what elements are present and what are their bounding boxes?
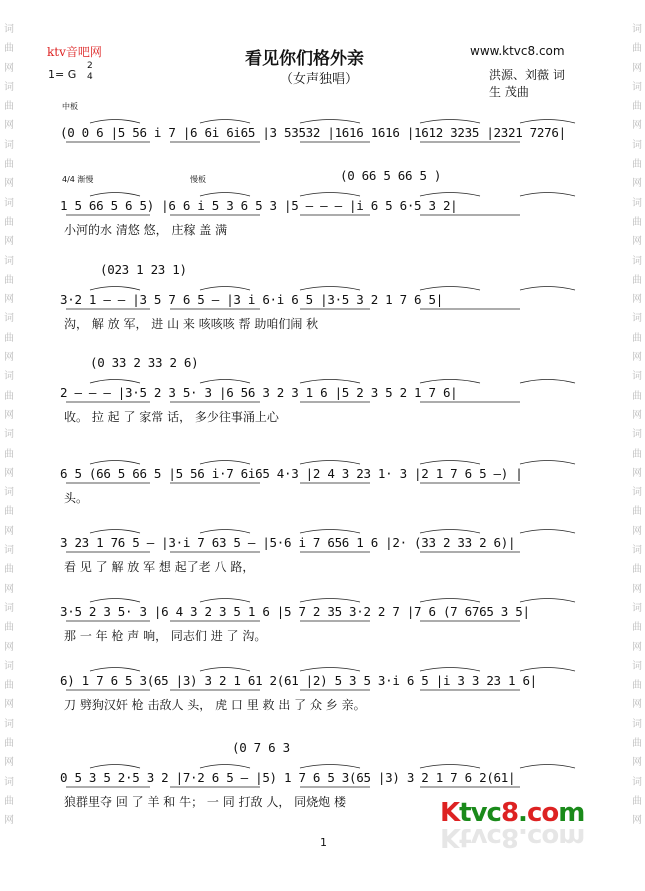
side-glyph: 词 — [632, 313, 642, 325]
lyrics-line: 沟， 解 放 军， 进 山 来 咳咳咳 帮 助咱们闹 秋 — [64, 317, 319, 331]
key-signature: 1= G — [48, 68, 77, 81]
slur-mark — [200, 765, 250, 769]
side-glyph: 曲 — [632, 506, 642, 518]
side-glyph: 曲 — [4, 159, 14, 171]
slur-mark — [200, 668, 250, 672]
side-glyph: 网 — [4, 236, 14, 248]
slur-mark — [200, 120, 250, 124]
lyrics-line: 刀 劈狗汉奸 枪 击敌人 头， 虎 口 里 救 出 了 众 乡 亲。 — [64, 698, 366, 712]
slur-mark — [90, 287, 140, 291]
side-glyph: 网 — [4, 699, 14, 711]
side-glyph: 网 — [4, 352, 14, 364]
slur-mark — [200, 599, 250, 603]
side-glyph: 词 — [4, 81, 14, 93]
side-glyph: 词 — [4, 371, 14, 383]
side-glyph: 曲 — [4, 216, 14, 228]
slur-mark — [520, 461, 575, 465]
slur-mark — [520, 120, 575, 124]
notation-line: 3·5 2 3 5· 3 |6 4 3 2 3 5 1 6 |5 7 2 35 3·2 2 7 |7 6 (7 6765 3 5| — [60, 604, 530, 619]
side-glyph: 网 — [632, 641, 642, 653]
side-glyph: 网 — [4, 583, 14, 595]
side-glyph: 曲 — [4, 448, 14, 460]
tempo-marking: 中板 — [62, 102, 78, 111]
slur-mark — [520, 193, 575, 197]
slur-mark — [300, 765, 360, 769]
slur-mark — [300, 193, 360, 197]
side-glyph: 曲 — [4, 101, 14, 113]
slur-mark — [90, 461, 140, 465]
side-glyph: 词 — [4, 255, 14, 267]
side-glyph: 词 — [632, 139, 642, 151]
slur-mark — [90, 120, 140, 124]
slur-mark — [520, 380, 575, 384]
ktvc8-logo-reflection: Ktvc8.com — [440, 822, 585, 852]
intro-phrase: (023 1 23 1) — [100, 262, 187, 277]
side-glyph: 曲 — [4, 390, 14, 402]
page-number: 1 — [320, 836, 327, 849]
slur-mark — [200, 530, 250, 534]
side-glyph: 网 — [632, 757, 642, 769]
side-glyph: 网 — [632, 525, 642, 537]
tempo-marking: 4/4 渐慢 — [62, 175, 94, 184]
slur-mark — [420, 193, 480, 197]
side-glyph: 曲 — [4, 622, 14, 634]
side-glyph: 网 — [4, 815, 14, 827]
side-glyph: 词 — [4, 429, 14, 441]
side-glyph: 网 — [4, 294, 14, 306]
side-glyph: 网 — [632, 815, 642, 827]
lyrics-line: 头。 — [64, 491, 89, 505]
side-glyph: 曲 — [632, 274, 642, 286]
lyrics-line: 那 一 年 枪 声 响， 同志们 进 了 沟。 — [64, 629, 267, 643]
side-glyph: 曲 — [632, 43, 642, 55]
slur-mark — [200, 193, 250, 197]
intro-phrase: (0 33 2 33 2 6) — [90, 355, 199, 370]
side-glyph: 词 — [4, 487, 14, 499]
side-glyph: 曲 — [632, 564, 642, 576]
side-glyph: 曲 — [632, 332, 642, 344]
slur-mark — [520, 765, 575, 769]
slur-mark — [420, 380, 480, 384]
side-glyph: 曲 — [632, 101, 642, 113]
side-glyph: 词 — [632, 371, 642, 383]
slur-mark — [420, 765, 480, 769]
side-glyph: 词 — [632, 255, 642, 267]
side-glyph: 词 — [4, 139, 14, 151]
slur-mark — [420, 461, 480, 465]
notation-line: 3·2 1 — — |3 5 7 6 5 — |3 i 6·i 6 5 |3·5 3 2 1 7 6 5| — [60, 292, 443, 307]
side-glyph: 词 — [632, 429, 642, 441]
slur-mark — [90, 530, 140, 534]
slur-mark — [300, 461, 360, 465]
side-glyph: 网 — [632, 178, 642, 190]
slur-mark — [520, 599, 575, 603]
slur-mark — [90, 599, 140, 603]
slur-mark — [520, 668, 575, 672]
slur-mark — [520, 530, 575, 534]
side-glyph: 词 — [632, 718, 642, 730]
side-glyph: 词 — [4, 660, 14, 672]
side-glyph: 曲 — [632, 448, 642, 460]
side-glyph: 网 — [4, 757, 14, 769]
side-glyph: 曲 — [632, 795, 642, 807]
notation-line: 6) 1 7 6 5 3(65 |3) 3 2 1 61 2(61 |2) 5 3 5 3·i 6 5 |i 3 3 23 1 6| — [60, 673, 537, 688]
side-glyph: 网 — [632, 467, 642, 479]
intro-phrase: (0 66 5 66 5 ) — [340, 168, 442, 183]
side-glyph: 曲 — [4, 737, 14, 749]
side-glyph: 词 — [4, 602, 14, 614]
slur-mark — [300, 287, 360, 291]
side-glyph: 网 — [632, 62, 642, 74]
time-signature-top: 2 — [87, 61, 93, 71]
slur-mark — [520, 287, 575, 291]
notation-line: 3 23 1 76 5 — |3·i 7 63 5 — |5·6 i 7 656 1 6 |2· (33 2 33 2 6)| — [60, 535, 516, 550]
side-glyph: 词 — [632, 602, 642, 614]
side-glyph: 词 — [632, 24, 642, 35]
side-glyph: 曲 — [632, 680, 642, 692]
side-glyph: 词 — [4, 313, 14, 325]
lyrics-line: 看 见 了 解 放 军 想 起了老 八 路， — [64, 560, 255, 574]
slur-mark — [420, 287, 480, 291]
song-subtitle: （女声独唱） — [280, 72, 359, 87]
notation-line: 0 5 3 5 2·5 3 2 |7·2 6 5 — |5) 1 7 6 5 3(65 |3) 3 2 1 7 6 2(61| — [60, 770, 516, 785]
brand-watermark: ktv音吧网 — [47, 45, 102, 59]
side-glyph: 网 — [632, 236, 642, 248]
lyrics-line: 小河的水 清悠 悠， 庄稼 盖 满 — [64, 223, 228, 237]
side-glyph: 曲 — [4, 564, 14, 576]
side-glyph: 曲 — [632, 216, 642, 228]
side-glyph: 曲 — [632, 390, 642, 402]
slur-mark — [300, 530, 360, 534]
side-glyph: 词 — [632, 660, 642, 672]
side-glyph: 词 — [632, 487, 642, 499]
side-glyph: 网 — [4, 641, 14, 653]
side-glyph: 曲 — [632, 622, 642, 634]
side-glyph: 网 — [4, 525, 14, 537]
side-glyph: 词 — [632, 81, 642, 93]
side-glyph: 词 — [4, 24, 14, 35]
side-glyph: 网 — [632, 409, 642, 421]
slur-mark — [90, 380, 140, 384]
slur-mark — [300, 599, 360, 603]
side-glyph: 网 — [4, 409, 14, 421]
site-url: www.ktvc8.com — [470, 44, 565, 58]
side-glyph: 网 — [4, 178, 14, 190]
side-glyph: 词 — [4, 197, 14, 209]
side-glyph: 曲 — [4, 274, 14, 286]
slur-mark — [300, 380, 360, 384]
time-signature-bottom: 4 — [87, 72, 93, 82]
tempo-marking-2: 慢板 — [190, 175, 206, 184]
slur-mark — [300, 120, 360, 124]
slur-mark — [200, 380, 250, 384]
side-glyph: 词 — [632, 545, 642, 557]
song-title: 看见你们格外亲 — [245, 49, 364, 69]
side-glyph: 网 — [4, 120, 14, 132]
slur-mark — [420, 599, 480, 603]
side-glyph: 网 — [632, 120, 642, 132]
side-glyph: 词 — [632, 776, 642, 788]
slur-mark — [90, 668, 140, 672]
side-glyph: 曲 — [4, 43, 14, 55]
side-glyph: 网 — [4, 467, 14, 479]
lyricist-credit: 洪源、刘薇 词 — [489, 68, 565, 82]
side-glyph: 网 — [4, 62, 14, 74]
slur-mark — [200, 287, 250, 291]
side-glyph: 词 — [632, 197, 642, 209]
side-glyph: 曲 — [4, 680, 14, 692]
side-glyph: 曲 — [4, 795, 14, 807]
side-glyph: 曲 — [4, 332, 14, 344]
lyrics-line: 收。 拉 起 了 家常 话， 多少往事涌上心 — [64, 410, 279, 424]
slur-mark — [420, 668, 480, 672]
notation-line: (0 0 6 |5 56 i 7 |6 6i 6i65 |3 53532 |1616 1616 |1612 3235 |2321 7276| — [60, 125, 566, 140]
side-glyph: 词 — [4, 545, 14, 557]
side-glyph: 曲 — [4, 506, 14, 518]
side-glyph: 网 — [632, 294, 642, 306]
lyrics-line: 狼群里夺 回 了 羊 和 牛； 一 同 打敌 人， 同烧炮 楼 — [64, 795, 346, 809]
slur-mark — [90, 765, 140, 769]
side-glyph: 网 — [632, 352, 642, 364]
slur-mark — [420, 530, 480, 534]
side-glyph: 词 — [4, 718, 14, 730]
side-glyph: 曲 — [632, 159, 642, 171]
slur-mark — [420, 120, 480, 124]
notation-line: 6 5 (66 5 66 5 |5 56 i·7 6i65 4·3 |2 4 3 23 1· 3 |2 1 7 6 5 —) | — [60, 466, 523, 481]
side-glyph: 网 — [632, 699, 642, 711]
notation-line: 1 5 66 5 6 5) |6 6 i 5 3 6 5 3 |5 — — — |i 6 5 6·5 3 2| — [60, 198, 458, 213]
intro-phrase: (0 7 6 3 — [232, 740, 290, 755]
slur-mark — [300, 668, 360, 672]
side-glyph: 曲 — [632, 737, 642, 749]
composer-credit: 生 茂曲 — [489, 85, 529, 99]
notation-line: 2 — — — |3·5 2 3 5· 3 |6 56 3 2 3 1 6 |5 2 3 5 2 1 7 6| — [60, 385, 458, 400]
slur-mark — [90, 193, 140, 197]
slur-mark — [200, 461, 250, 465]
ktvc8-logo: Ktvc8.com — [440, 798, 585, 828]
side-glyph: 词 — [4, 776, 14, 788]
side-glyph: 网 — [632, 583, 642, 595]
